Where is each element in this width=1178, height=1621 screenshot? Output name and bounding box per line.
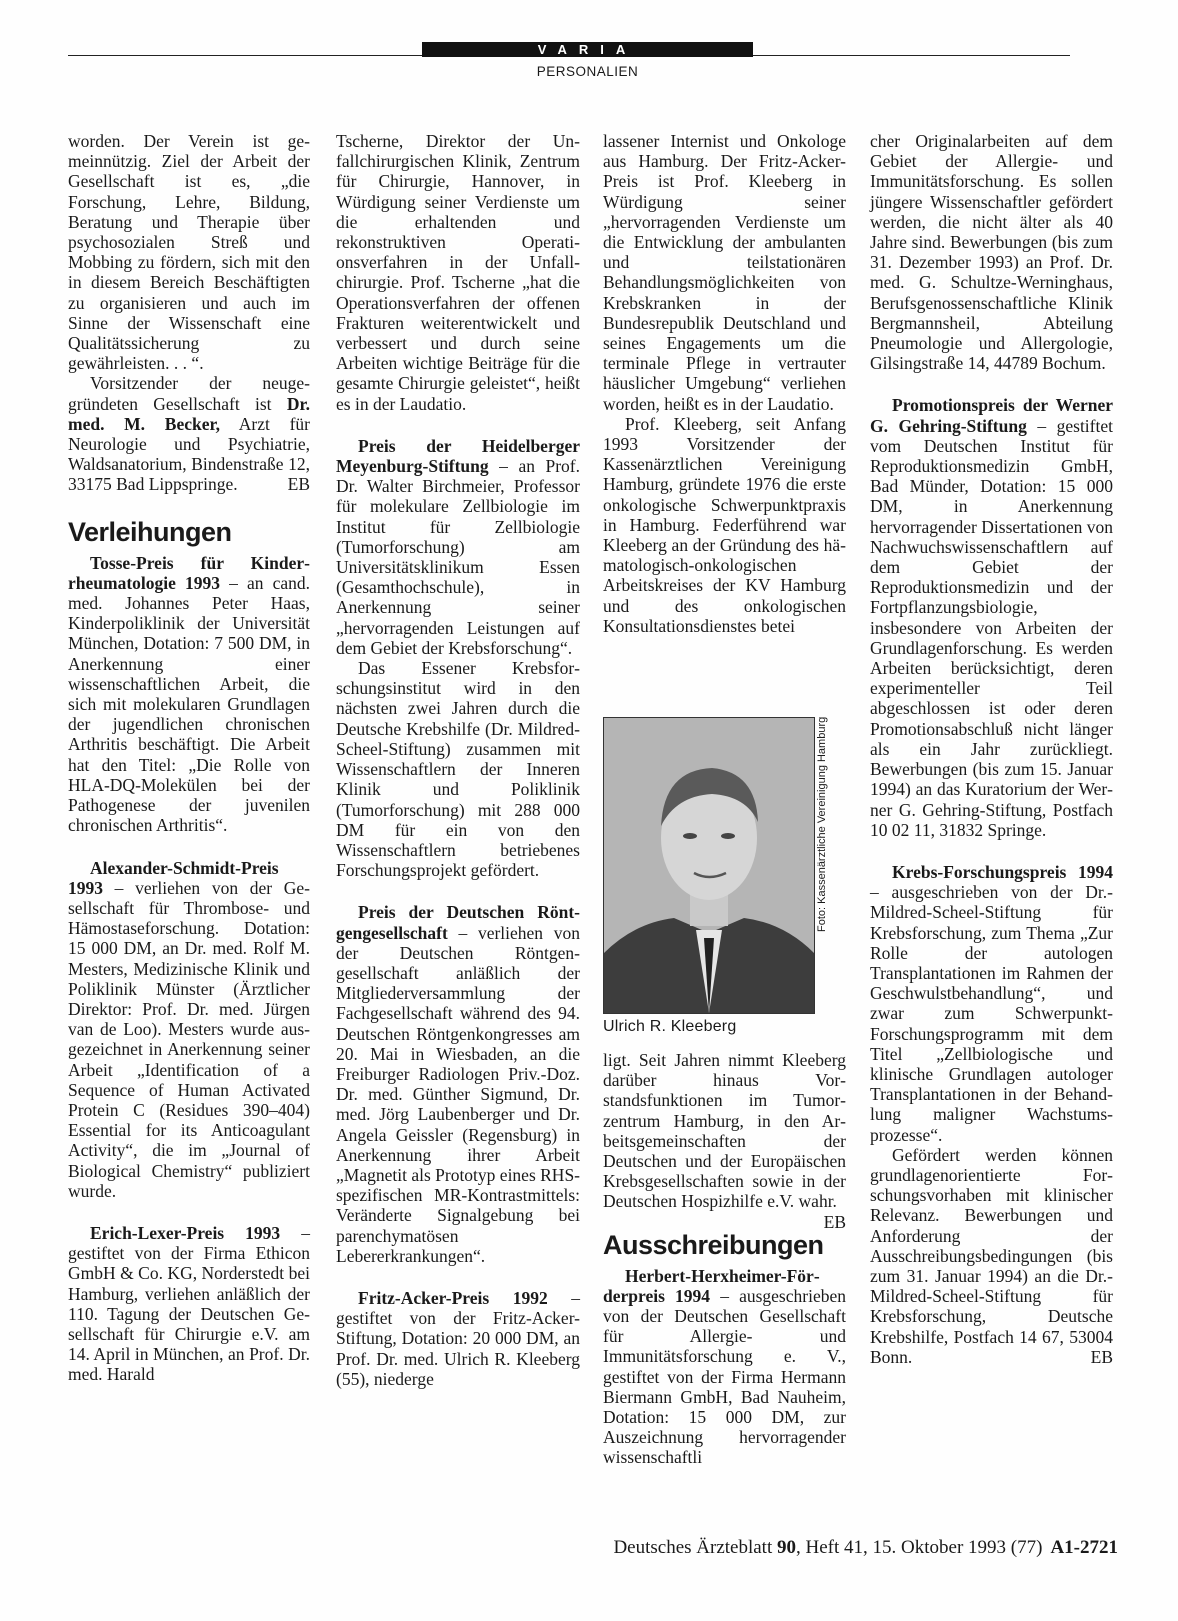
header-rule-left: [68, 55, 422, 56]
header-rule-right: [753, 55, 1070, 56]
award-entry: Krebs-Forschungspreis 1994 – ausgeschrieben von der Dr.-Mildred-Scheel-Stiftung für Krebsforschung, zum Thema „Zur Rolle der autologen Transplantationen im Rahmen der Geschwulstbehandlung“, und zwar zum Schwerpunkt-Forschungsprogramm mit dem Titel „Zellbiologische und klinische Grundlagen autologer Transplantationen in der Behandlung maligner Wachstumsprozesse“.: [870, 861, 1113, 1145]
paragraph: Vorsitzender der neugegründeten Gesellschaft ist Dr. med. M. Becker, Arzt für Neurologie und Psychiatrie, Waldsanatorium, Bindenstraße 12, 33175 Bad Lippspringe. EB: [68, 373, 310, 495]
subsection-label: PERSONALIEN: [536, 64, 639, 79]
author-sign: EB: [287, 474, 310, 495]
portrait-photo: [603, 717, 815, 1014]
award-entry: Erich-Lexer-Preis 1993 – gestiftet von der Firma Ethicon GmbH & Co. KG, Norderstedt bei Hamburg, verliehen anläßlich der 110. Tagung der Deutschen Gesellschaft für Chirurgie e.V. am 14. April in München, an Prof. Dr. med. Harald: [68, 1222, 310, 1385]
column-3: [603, 131, 846, 636]
column-2: [336, 131, 580, 1389]
page-number: A1-2721: [1050, 1537, 1118, 1558]
paragraph: Gefördert werden können grundlagenorientierte Forschungsvorhaben mit klinischer Relevanz. Bewerbungen und Anforderung der Ausschreibungsbedingungen (bis zum 31. Januar 1994) an die Dr.-Mildred-Scheel-Stiftung für Krebsforschung, Deutsche Krebshilfe, Postfach 14 67, 53004 Bonn. EB: [870, 1144, 1113, 1367]
paragraph: ligt. Seit Jahren nimmt Kleeberg darüber hinaus Vorstandsfunktionen im Tumorzentrum Hamburg, in den Arbeitsgemeinschaften der Deutschen und der Europäischen Krebsgesellschaften sowie in der Deutschen Hospizhilfe e.V. wahr. EB: [603, 1050, 846, 1232]
portrait-illustration: [604, 718, 814, 1013]
journal-name: Deutsches Ärzteblatt: [613, 1537, 777, 1558]
author-sign: EB: [1090, 1346, 1113, 1367]
award-entry: Preis der Heidelberger Meyenburg-Stiftung – an Prof. Dr. Walter Birchmeier, Professor für molekulare Zellbiologie im Institut für Zellbiologie (Tumorforschung) am Universitätsklinikum Essen (Gesamthochschule), in Anerkennung seiner „hervorragenden Leistungen auf dem Gebiet der Krebsforschung“.: [336, 435, 580, 658]
award-entry: Promotionspreis der Werner G. Gehring-Stiftung – gestiftet vom Deutschen Institut für Reproduktionsmedizin GmbH, Bad Münder, Dotation: 15 000 DM, in Anerkennung hervorragender Dissertationen von Nachwuchswissenschaftlern auf dem Gebiet der Reproduktionsmedizin und der Fortpflanzungsbiologie, insbesondere von Arbeiten der Grundlagenforschung. Es werden Arbeiten berücksichtigt, deren experimenteller Teil abgeschlossen ist oder deren Promotionsabschluß nicht länger als ein Jahr zurückliegt. Bewerbungen (bis zum 15. Januar 1994) an das Kuratorium der Werner G. Gehring-Stiftung, Postfach 10 02 11, 31832 Springe.: [870, 395, 1113, 840]
paragraph: Tscherne, Direktor der Unfallchirurgischen Klinik, Zentrum für Chirurgie, Hannover, in Würdigung seiner Verdienste um die erhaltenden und rekonstruktiven Operationsverfahren in der Unfallchirurgie. Prof. Tscherne „hat die Operationsverfahren der offenen Frakturen weiterentwickelt und verbessert und durch seine Arbeiten wichtige Beiträge für die gesamte Chirurgie geleistet“, heißt es in der Laudatio.: [336, 131, 580, 414]
award-entry: Alexander-Schmidt-Preis 1993 – verliehen von der Gesellschaft für Thrombose- und Hämostaseforschung. Dotation: 15 000 DM, an Dr. med. Rolf M. Mesters, Medizinische Klinik und Poliklinik Münster (Ärztlicher Direktor: Prof. Dr. med. Jürgen van de Loo). Mesters wurde ausgezeichnet in Anerkennung seiner Arbeit „Identification of a Sequence of Human Activated Protein C (Residues 390–404) Essential for its Anticoagulant Activity“, die im „Journal of Biological Chemistry“ publiziert wurde.: [68, 857, 310, 1201]
page-footer: [570, 1537, 1118, 1559]
section-banner: VARIA: [422, 42, 753, 57]
award-entry: Fritz-Acker-Preis 1992 – gestiftet von der Fritz-Acker-Stiftung, Dotation: 20 000 DM, an Prof. Dr. med. Ulrich R. Kleeberg (55), niederge: [336, 1287, 580, 1389]
photo-credit: Foto: Kassenärztliche Vereinigung Hamburg: [816, 717, 828, 933]
paragraph: lassener Internist und Onkologe aus Hamburg. Der Fritz-Acker-Preis ist Prof. Kleeberg in Würdigung seiner „hervorragenden Verdienste um die Entwicklung der ambulanten und teilstationären Behandlungsmöglichkeiten von Krebskranken in der Bundesrepublik Deutschland und seines Engagements um die terminale Pflege in vertrauter häuslicher Umgebung“ verliehen worden, heißt es in der Laudatio.: [603, 131, 846, 414]
paragraph: Prof. Kleeberg, seit Anfang 1993 Vorsitzender der Kassenärztlichen Vereinigung Hamburg, gründete 1976 die erste onkologische Schwerpunktpraxis in Hamburg. Federführend war Kleeberg an der Gründung des hämatologisch-onkologischen Arbeitskreises der KV Hamburg und des onkologischen Konsultationsdienstes betei: [603, 413, 846, 636]
paragraph: Das Essener Krebsforschungsinstitut wird in den nächsten zwei Jahren durch die Deutsche Krebshilfe (Dr. Mildred-Scheel-Stiftung) zusammen mit Wissenschaftlern der Inneren Klinik und Poliklinik (Tumorforschung) mit 288 000 DM für ein von den Wissenschaftlern betriebenes Forschungsprojekt gefördert.: [336, 658, 580, 881]
award-entry: Tosse-Preis für Kinderrheumatologie 1993 – an cand. med. Johannes Peter Haas, Kinderpoliklinik der Universität München, Dotation: 7 500 DM, in Anerkennung einer wissenschaftlichen Arbeit, die sich mit molekularen Grundlagen der jugendlichen chronischen Arthritis beschäftigt. Die Arbeit hat den Titel: „Die Rolle von HLA-DQ-Molekülen bei der Pathogenese der juvenilen chronischen Arthritis“.: [68, 552, 310, 836]
award-entry: Preis der Deutschen Röntgengesellschaft – verliehen von der Deutschen Röntgengesellschaft anläßlich der Mitgliederversammlung der Fachgesellschaft während des 94. Deutschen Röntgenkongresses am 20. Mai in Wiesbaden, an die Freiburger Radiologen Priv.-Doz. Dr. med. Günther Sigmund, Dr. med. Jörg Laubenberger und Dr. Angela Geissler (Regensburg) in Anerkennung ihrer Arbeit „Magnetit als Prototyp eines RHS-spezifischen MR-Kontrastmittels: Veränderte Signalgebung bei parenchymatösen Lebererkrankungen“.: [336, 902, 581, 1266]
column-1: [68, 131, 310, 1385]
column-3-lower: [603, 1050, 846, 1468]
volume-number: 90: [777, 1537, 796, 1558]
photo-caption: Ulrich R. Kleeberg: [603, 1018, 737, 1035]
paragraph: cher Originalarbeiten auf dem Gebiet der Allergie- und Immunitätsforschung. Es sollen jüngere Wissenschaftler gefördert werden, die nicht älter als 40 Jahre sind. Bewerbungen (bis zum 31. Dezember 1993) an Prof. Dr. med. G. Schultze-Werninghaus, Berufsgenossenschaftliche Klinik Bergmannsheil, Abteilung Pneumologie und Allergologie, Gilsingstraße 14, 44789 Bochum.: [870, 131, 1113, 374]
section-heading: Verleihungen: [68, 516, 232, 547]
section-heading: Ausschreibungen: [603, 1229, 824, 1260]
author-sign: EB: [823, 1211, 846, 1232]
issue-info: , Heft 41, 15. Oktober 1993 (77): [796, 1537, 1043, 1558]
column-4: [870, 131, 1113, 1367]
award-entry: Herbert-Herxheimer-Förderpreis 1994 – ausgeschrieben von der Deutschen Gesellschaft für Allergie- und Immunitätsforschung e. V., gestiftet von der Firma Hermann Biermann GmbH, Bad Nauheim, Dotation: 15 000 DM, zur Auszeichnung hervorragender wissenschaftli: [603, 1265, 846, 1468]
paragraph: worden. Der Verein ist gemeinnützig. Ziel der Arbeit der Gesellschaft ist es, „die Forschung, Lehre, Bildung, Beratung und Therapie über psychosozialen Streß und Mobbing zu fördern, sich mit den in diesem Bereich Beschäftigten zu organisieren und auch im Sinne der Wissenschaft eine Qualitätssicherung zu gewährleisten. . . “.: [68, 131, 310, 374]
